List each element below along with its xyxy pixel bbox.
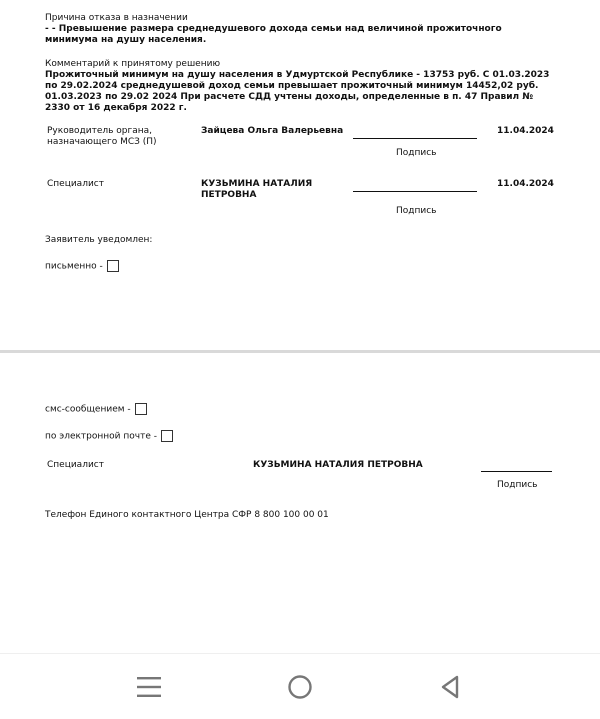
specialist2-name: КУЗЬМИНА НАТАЛИЯ ПЕТРОВНА: [253, 460, 423, 470]
specialist2-sign-label: Подпись: [497, 480, 538, 490]
document-page-2: [0, 353, 600, 653]
home-button[interactable]: [283, 670, 317, 704]
head-date: 11.04.2024: [497, 126, 554, 136]
specialist-signature-line: [353, 191, 477, 192]
sms-label: смс-сообщением -: [45, 404, 131, 415]
head-name: Зайцева Ольга Валерьевна: [201, 126, 344, 136]
written-checkbox[interactable]: [107, 260, 119, 272]
sms-checkbox[interactable]: [135, 403, 147, 415]
head-role: Руководитель органа, назначающего МСЗ (П): [47, 126, 157, 147]
written-label: письменно -: [45, 261, 103, 272]
specialist-sign-label: Подпись: [396, 206, 437, 216]
menu-icon: [136, 675, 162, 699]
specialist-date: 11.04.2024: [497, 179, 554, 189]
navigation-bar: [0, 653, 600, 719]
footer-phone: Телефон Единого контактного Центра СФР 8 800 100 00 01: [45, 510, 329, 520]
specialist2-role: Специалист: [47, 460, 104, 470]
email-label: по электронной почте -: [45, 431, 157, 442]
home-circle-icon: [287, 674, 313, 700]
document-page-1: [0, 0, 600, 350]
notified-heading: Заявитель уведомлен:: [45, 235, 153, 245]
comment-text: Прожиточный минимум на душу населения в Удмуртской Республике - 13753 руб. С 01.03.2023 по 29.02.2024 среднедушевой доход семьи превышает прожиточный минимум 14452,02 руб. 01.03.2023 по 29.02 2024 При расчете СДД учтены доходы, определенные в п. 47 Правил № 2330 от 16 декабря 2022 г.: [45, 70, 550, 113]
refusal-reason: - - Превышение размера среднедушевого дохода семьи над величиной прожиточного минимума на душу населения.: [45, 24, 502, 45]
email-row: [45, 430, 173, 443]
specialist-role: Специалист: [47, 179, 104, 189]
written-row: [45, 260, 119, 273]
back-button[interactable]: [433, 670, 467, 704]
sms-row: [45, 403, 147, 416]
head-sign-label: Подпись: [396, 148, 437, 158]
comment-heading: Комментарий к принятому решению: [45, 59, 221, 69]
email-checkbox[interactable]: [161, 430, 173, 442]
recents-button[interactable]: [132, 670, 166, 704]
refusal-heading: Причина отказа в назначении: [45, 13, 188, 23]
back-triangle-icon: [438, 674, 462, 700]
specialist2-signature-line: [481, 471, 552, 472]
specialist-name: КУЗЬМИНА НАТАЛИЯ ПЕТРОВНА: [201, 179, 313, 200]
head-signature-line: [353, 138, 477, 139]
